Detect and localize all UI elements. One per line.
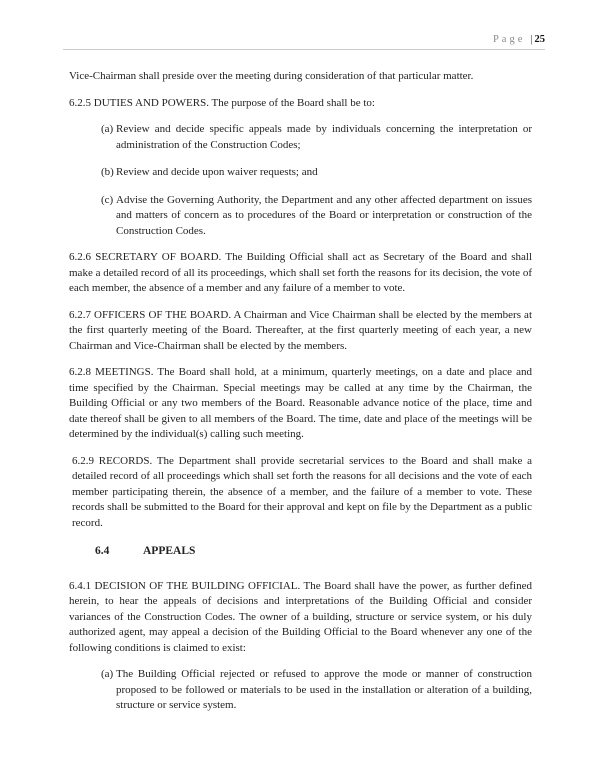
page-header bbox=[63, 33, 545, 50]
page-number: 25 bbox=[534, 34, 545, 45]
list-item-a2 bbox=[101, 667, 532, 714]
paragraph-6-2-5-duties-and-powers: 6.2.5 DUTIES AND POWERS. The purpose of the Board shall be to: bbox=[69, 96, 375, 109]
list-6-4-1 bbox=[101, 667, 532, 714]
paragraph-6-4-1-decision-of-building-official: 6.4.1 DECISION OF THE BUILDING OFFICIAL. The Board shall have the power, as further defined herein, to hear the appeals of decisions and interpretations of the Building Official and consider variances of the Construction Codes. The owner of a building, structure or service system, or his duly authorized agent, may appeal a decision of the Building Official to the Board whenever any one of the following conditions is claimed to exist: bbox=[69, 579, 532, 654]
document-body bbox=[69, 69, 532, 714]
heading-title: APPEALS bbox=[143, 545, 196, 557]
paragraph-6-2-8-meetings: 6.2.8 MEETINGS. The Board shall hold, at a minimum, quarterly meetings, on a date and place and time specified by the Chairman. Special meetings may be called at any time by the Chairman, the Building Official or any two members of the Board. Reasonable advance notice of the place, time and date thereof shall be given to all members of the Board. The time, date and place of the meetings will be determined by the individual(s) calling such meeting. bbox=[69, 366, 532, 440]
list-item-a-text: Review and decide specific appeals made by individuals concerning the interpretation or administration of the Construction Codes; bbox=[116, 123, 532, 151]
list-item-b bbox=[101, 165, 532, 181]
paragraph-6-2-7-officers-of-the-board: 6.2.7 OFFICERS OF THE BOARD. A Chairman and Vice Chairman shall be elected by the members at the first quarterly meeting of the Board. Thereafter, at the first quarterly meeting of each year, a new Chairman and Vice-Chairman shall be elected by the members. bbox=[69, 308, 532, 352]
list-marker-c: (c) bbox=[101, 193, 114, 206]
page-label: Page bbox=[492, 34, 526, 45]
list-item-a2-text: The Building Official rejected or refused to approve the mode or manner of construction proposed to be followed or materials to be used in the installation or alteration of a building, structure or service system. bbox=[116, 668, 532, 711]
list-item-c-text: Advise the Governing Authority, the Department and any other affected department on issues and matters of concern as to procedures of the Board or interpretation or construction of the Construction Codes. bbox=[116, 193, 532, 237]
heading-number: 6.4 bbox=[95, 545, 110, 557]
list-marker-a2: (a) bbox=[101, 668, 114, 680]
list-item-a bbox=[101, 122, 532, 153]
paragraph-vice-chairman: Vice-Chairman shall preside over the meeting during consideration of that particular matter. bbox=[69, 70, 474, 82]
paragraph-6-2-6-secretary-of-board: 6.2.6 SECRETARY OF BOARD. The Building Official shall act as Secretary of the Board and shall make a detailed record of all its proceedings, which shall set forth the reasons for its decision, the vote of each member, the absence of a member and any failure of a member to vote. bbox=[69, 251, 532, 294]
paragraph-6-2-9-records: 6.2.9 RECORDS. The Department shall provide secretarial services to the Board and shall make a detailed record of all proceedings which shall set forth the reasons for all decisions and the vote of each member participating therein, the absence of a member, and the failure of a member to vote. These records shall be submitted to the Board for their approval and kept on file by the Department as a public record. bbox=[72, 454, 532, 529]
list-item-b-text: Review and decide upon waiver requests; and bbox=[116, 166, 318, 178]
heading-6-4-appeals bbox=[95, 544, 532, 560]
list-6-2-5 bbox=[101, 122, 532, 239]
list-marker-a: (a) bbox=[101, 123, 114, 135]
list-item-c bbox=[101, 193, 532, 240]
page-separator: | bbox=[530, 34, 533, 45]
list-marker-b: (b) bbox=[101, 166, 114, 178]
